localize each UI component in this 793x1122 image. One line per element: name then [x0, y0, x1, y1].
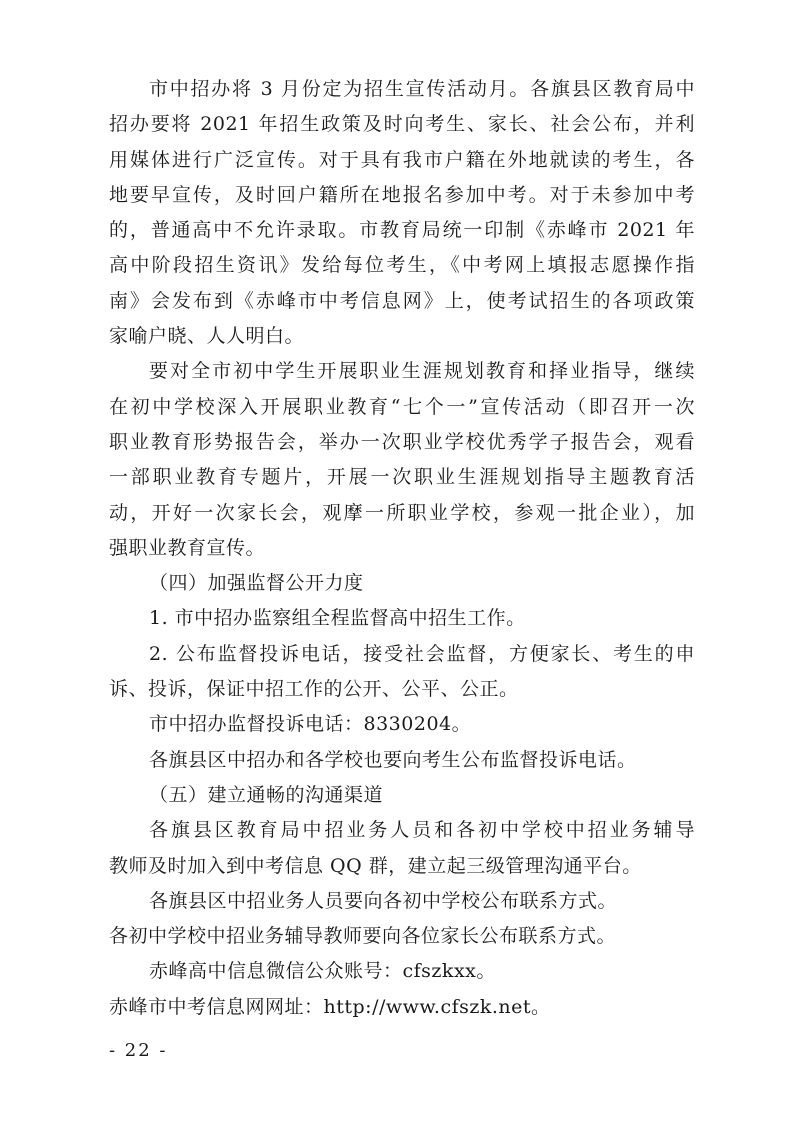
text-line: 2. 公布监督投诉电话，接受社会监督，方便家长、考生的申: [149, 642, 695, 665]
text-line: 地要早宣传，及时回户籍所在地报名参加中考。对于未参加中考: [109, 183, 695, 206]
text-line: 要对全市初中学生开展职业生涯规划教育和择业指导，继续: [149, 360, 695, 383]
text-line: 教师及时加入到中考信息 QQ 群，建立起三级管理沟通平台。: [109, 854, 642, 877]
page-number: - 22 -: [109, 1040, 168, 1061]
text-line: 在初中学校深入开展职业教育“七个一”宣传活动（即召开一次: [109, 395, 695, 418]
text-line: 市中招办监督投诉电话：8330204。: [149, 713, 472, 736]
text-line: 各旗县区中招业务人员要向各初中学校公布联系方式。: [149, 889, 618, 912]
text-line: 用媒体进行广泛宣传。对于具有我市户籍在外地就读的考生，各: [109, 148, 695, 171]
text-line: 各旗县区教育局中招业务人员和各初中学校中招业务辅导: [149, 819, 695, 842]
text-line: 招办要将 2021 年招生政策及时向考生、家长、社会公布，并利: [109, 113, 695, 136]
text-line: 赤峰市中考信息网网址：http://www.cfszk.net。: [109, 995, 551, 1018]
text-line: （五）建立通畅的沟通渠道: [149, 783, 384, 806]
text-line: 的，普通高中不允许录取。市教育局统一印制《赤峰市 2021 年: [109, 219, 695, 242]
text-line: 职业教育形势报告会，举办一次职业学校优秀学子报告会，观看: [109, 430, 695, 453]
text-line: 家喻户晓、人人明白。: [109, 325, 305, 348]
text-line: 南》会发布到《赤峰市中考信息网》上，使考试招生的各项政策: [109, 289, 695, 312]
text-line: 强职业教育宣传。: [109, 536, 266, 559]
text-line: 诉、投诉，保证中招工作的公开、公平、公正。: [109, 678, 519, 701]
text-line: 赤峰高中信息微信公众账号：cfszkxx。: [149, 960, 496, 983]
text-line: 市中招办将 3 月份定为招生宣传活动月。各旗县区教育局中: [149, 78, 695, 100]
text-line: 高中阶段招生资讯》发给每位考生，《中考网上填报志愿操作指: [109, 254, 695, 277]
text-line: 一部职业教育专题片，开展一次职业生涯规划指导主题教育活: [109, 466, 695, 489]
text-line: 动，开好一次家长会，观摩一所职业学校，参观一批企业），加: [109, 501, 695, 524]
body-text: [109, 72, 695, 1025]
text-line: 各旗县区中招办和各学校也要向考生公布监督投诉电话。: [149, 748, 637, 771]
text-line: 1. 市中招办监察组全程监督高中招生工作。: [149, 607, 526, 630]
text-line: 各初中学校中招业务辅导教师要向各位家长公布联系方式。: [109, 925, 617, 948]
text-line: （四）加强监督公开力度: [149, 572, 364, 595]
